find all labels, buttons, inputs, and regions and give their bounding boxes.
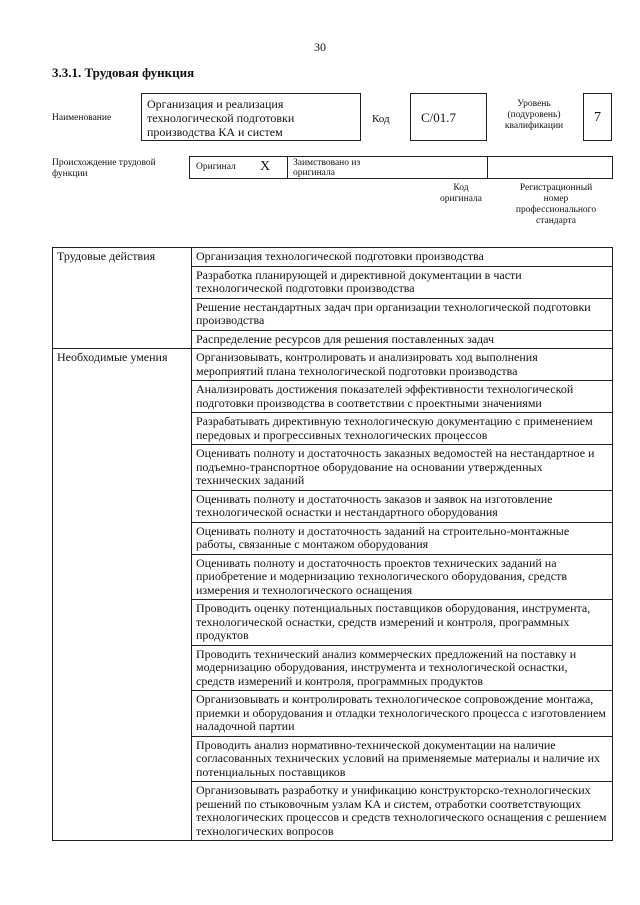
name-label: Наименование: [52, 113, 112, 123]
table-cell: Распределение ресурсов для решения поставленных задач: [192, 330, 613, 349]
level-label-line: (подуровень): [507, 110, 561, 120]
table-cell: Организовывать, контролировать и анализировать ход выполнения мероприятий плана технологической подготовки производства: [192, 349, 613, 381]
table-cell: Проводить анализ нормативно-технической документации на наличие согласованных технических условий на применяемые материалы и наличие их потенциальных поставщиков: [192, 736, 613, 782]
borrowed-label: [293, 158, 360, 178]
function-name-line: технологической подготовки: [147, 111, 295, 125]
qualification-level-box: 7: [583, 93, 612, 141]
qualification-level-label: [490, 99, 578, 132]
table-group-title: Необходимые умения: [53, 349, 192, 841]
code-label: Код: [372, 113, 390, 125]
code-of-original-label: [431, 183, 491, 205]
function-code-box: С/01.7: [410, 93, 487, 141]
original-cell: [190, 157, 288, 178]
function-name-line: производства КА и систем: [147, 125, 283, 139]
borrowed-label-line: оригинала: [293, 168, 335, 178]
function-name-line: Организация и реализация: [147, 97, 284, 111]
table-cell: Разработка планирующей и директивной документации в части технологической подготовки производства: [192, 266, 613, 298]
level-label-line: квалификации: [504, 121, 564, 131]
table-cell: Организовывать разработку и унификацию конструкторско-технологических решений по стыковочным узлам КА и систем, отработки соответствующих технологических процессов и средств технологического оснащения с решением технологических вопросов: [192, 782, 613, 841]
reg-num-line: стандарта: [536, 216, 576, 226]
code-orig-line: Код: [453, 183, 469, 193]
table-cell: Оценивать полноту и достаточность заказов и заявок на изготовление технологической оснастки и нестандартного оборудования: [192, 490, 613, 522]
table-cell: Анализировать достижения показателей эффективности технологической подготовки производства в соответствии с проектными значениями: [192, 381, 613, 413]
reg-num-line: профессионального: [515, 205, 597, 215]
table-cell: Оценивать полноту и достаточность заданий на строительно-монтажные работы, связанные с монтажом оборудования: [192, 522, 613, 554]
origin-row: [189, 156, 613, 179]
origin-label: [52, 158, 182, 180]
level-label-line: Уровень: [517, 99, 551, 109]
original-label: Оригинал: [196, 162, 236, 172]
table-cell: Оценивать полноту и достаточность заказных ведомостей на нестандартное и подъемно-транспортное оборудование на основании утвержденных технических заданий: [192, 445, 613, 491]
reg-num-line: номер: [543, 194, 569, 204]
table-cell: Проводить оценку потенциальных поставщиков оборудования, инструмента, технологической оснастки, средств измерений и контроля, программных продуктов: [192, 600, 613, 646]
reg-number-cell: [487, 157, 612, 178]
function-name-box: [141, 93, 361, 141]
borrowed-cell: [287, 157, 488, 178]
table-cell: Организовывать и контролировать технологическое сопровождение монтажа, приемки и оборудования и отладки технологического процесса с изготовлением наладочной партии: [192, 691, 613, 737]
table-row: [53, 248, 613, 267]
table-cell: Оценивать полноту и достаточность проектов технических заданий на приобретение и модернизацию технологического оборудования, средств измерения и технологического оснащения: [192, 554, 613, 600]
original-mark: X: [260, 159, 271, 174]
section-title: 3.3.1. Трудовая функция: [52, 65, 195, 80]
table-group-title: Трудовые действия: [53, 248, 192, 349]
origin-label-line: функции: [52, 169, 88, 179]
borrowed-label-line: Заимствовано из: [293, 158, 361, 168]
table-row: [53, 349, 613, 381]
page-number: 30: [314, 40, 326, 54]
table-cell: Решение нестандартных задач при организации технологической подготовки производства: [192, 298, 613, 330]
origin-label-line: Происхождение трудовой: [52, 158, 156, 168]
table-cell: Организация технологической подготовки производства: [192, 248, 613, 267]
reg-num-line: Регистрационный: [519, 183, 593, 193]
code-orig-line: оригинала: [440, 194, 482, 204]
table-cell: Проводить технический анализ коммерческих предложений на поставку и модернизацию оборудования, инструмента и технологической оснастки, средств измерений и контроля, программных продуктов: [192, 645, 613, 691]
function-table: [52, 247, 613, 841]
registration-number-label: [500, 183, 612, 227]
table-cell: Разрабатывать директивную технологическую документацию с применением передовых и прогрессивных технологических процессов: [192, 413, 613, 445]
